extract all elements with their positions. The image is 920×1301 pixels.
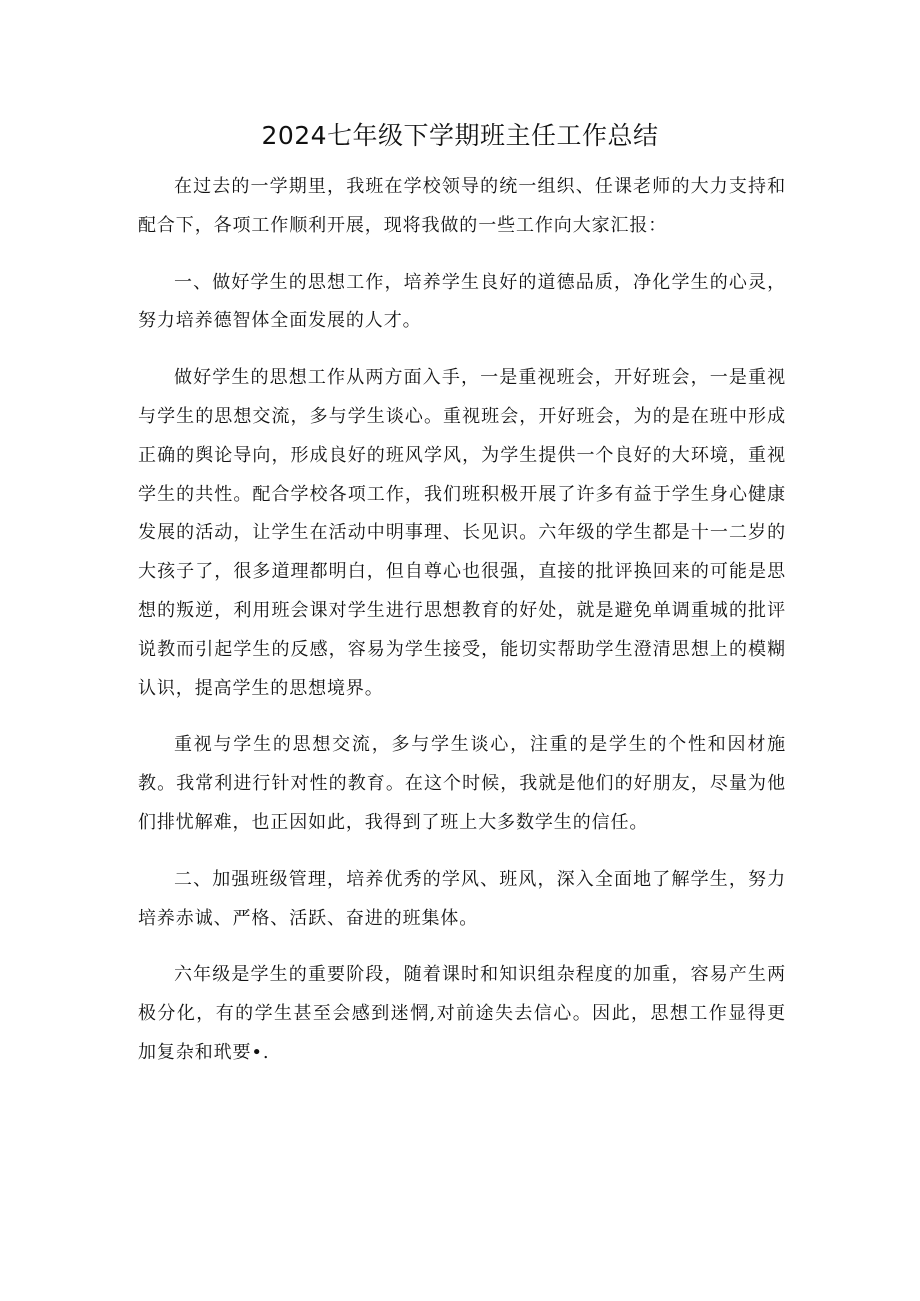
paragraph-class-meetings: 做好学生的思想工作从两方面入手，一是重视班会，开好班会，一是重视与学生的思想交流，多与学生谈心。重视班会，开好班会，为的是在班中形成正确的舆论导向，形成良好的班风学风，为学生提供一个良好的大环境，重视学生的共性。配合学校各项工作，我们班积极开展了许多有益于学生身心健康发展的活动，让学生在活动中明事理、长见识。六年级的学生都是十一二岁的大孩子了，很多道理都明白，但自尊心也很强，直接的批评换回来的可能是思想的叛逆，利用班会课对学生进行思想教育的好处，就是避免单调重城的批评说教而引起学生的反感，容易为学生接受，能切实帮助学生澄清思想上的模糊认识，提高学生的思想境界。 [138, 367, 786, 699]
paragraph-student-communication: 重视与学生的思想交流，多与学生谈心，注重的是学生的个性和因材施教。我常利进行针对性的教育。在这个时候，我就是他们的好朋友，尽量为他们排忧解难，也正因如此，我得到了班上大多数学生的信任。 [138, 734, 786, 833]
paragraph-section-1-heading: 一、做好学生的思想工作，培养学生良好的道德品质，净化学生的心灵，努力培养德智体全面发展的人才。 [138, 271, 786, 332]
paragraph-grade-six-stage: 六年级是学生的重要阶段，随着课时和知识组杂程度的加重，容易产生两极分化，有的学生甚至会感到迷惘,对前途失去信心。因此，思想工作显得更加复杂和玳要•. [138, 964, 786, 1063]
document-title: 2024七年级下学期班主任工作总结 [261, 121, 659, 150]
paragraph-section-2-heading: 二、加强班级管理，培养优秀的学风、班风，深入全面地了解学生，努力培养赤诚、严格、活跃、奋进的班集体。 [138, 868, 786, 929]
paragraph-intro: 在过去的一学期里，我班在学校领导的统一组织、任课老师的大力支持和配合下，各项工作顺利开展，现将我做的一些工作向大家汇报： [138, 176, 786, 236]
document-body [138, 168, 786, 1091]
